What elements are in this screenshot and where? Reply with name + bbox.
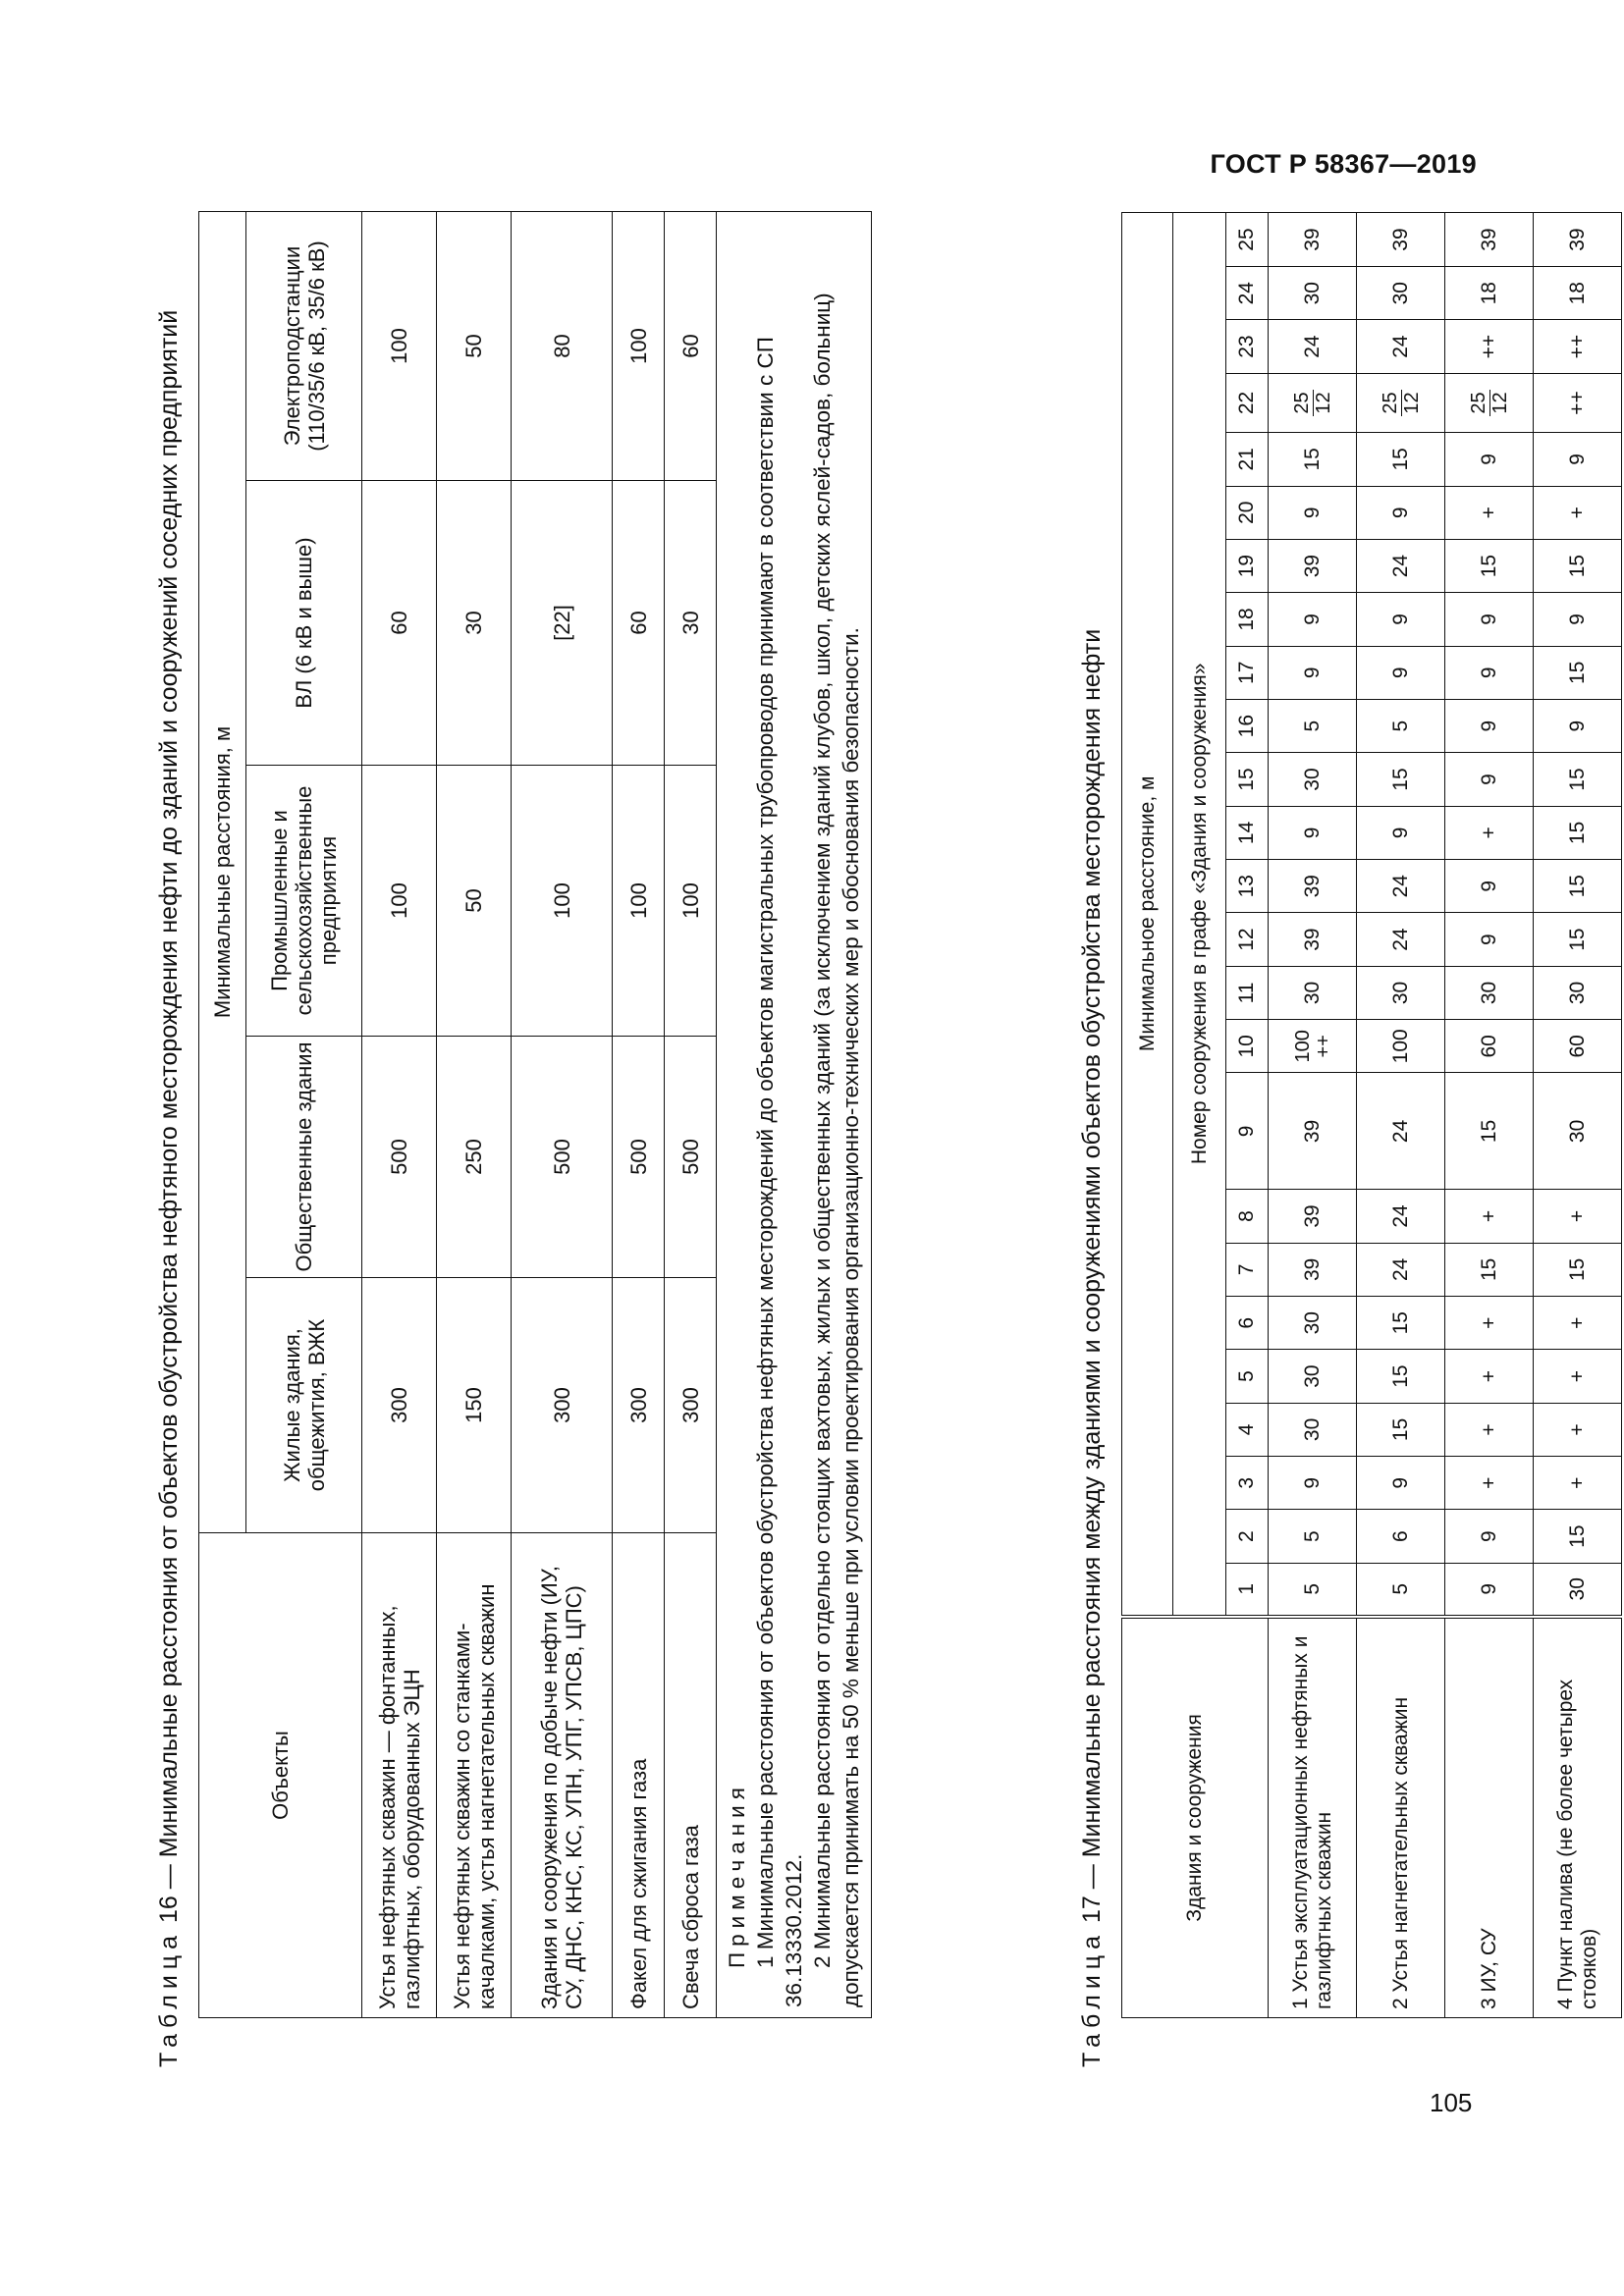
- fraction-numerator: 25: [1291, 392, 1313, 414]
- t16-notes-row: [717, 212, 872, 2018]
- t17-cell: 9: [1445, 1510, 1534, 1563]
- table17-number: 17: [1078, 1896, 1106, 1924]
- t17-cell: 24: [1269, 320, 1357, 373]
- t16-cell: 60: [362, 481, 437, 766]
- t17-cell: 39: [1269, 539, 1357, 592]
- t17-col-number: 5: [1226, 1350, 1269, 1403]
- t17-cell: 39: [1269, 1073, 1357, 1190]
- t17-cell: 30: [1269, 753, 1357, 806]
- t17-cell: 9: [1534, 433, 1622, 486]
- t17-col-number: 7: [1226, 1243, 1269, 1296]
- fraction-numerator: 25: [1380, 392, 1401, 414]
- t16-cell: 100: [613, 212, 665, 481]
- t17-row-name: 3 ИУ, СУ: [1445, 1617, 1534, 2018]
- t17-cell: 15: [1534, 539, 1622, 592]
- t17-col-number: 4: [1226, 1403, 1269, 1456]
- t17-cell: 15: [1445, 1073, 1534, 1190]
- t17-col-number: 25: [1226, 213, 1269, 267]
- t17-col-number: 17: [1226, 646, 1269, 699]
- t17-cell: 24: [1357, 1190, 1445, 1243]
- t16-row: [512, 212, 613, 2018]
- t17-col-number: 8: [1226, 1190, 1269, 1243]
- t16-cell: 60: [665, 212, 717, 481]
- t17-cell: 5: [1269, 699, 1357, 752]
- t16-col-header: ВЛ (6 кВ и выше): [246, 481, 362, 766]
- t17-col-number: 10: [1226, 1020, 1269, 1073]
- t17-row: [1269, 213, 1357, 2018]
- t17-cell: 9: [1445, 593, 1534, 646]
- t17-cell: 30: [1534, 1073, 1622, 1190]
- t17-cell: 24: [1357, 913, 1445, 966]
- t16-cell: 300: [362, 1278, 437, 1533]
- t16-cell: 500: [362, 1037, 437, 1278]
- t16-cell: 300: [665, 1278, 717, 1533]
- table17: [1121, 212, 1622, 2018]
- t17-cell: +: [1534, 1457, 1622, 1510]
- fraction: [1469, 390, 1511, 415]
- t17-cell: 15: [1357, 1297, 1445, 1350]
- t17-cell: 15: [1534, 860, 1622, 913]
- t17-cell: 9: [1445, 433, 1534, 486]
- notes-heading: Примечания: [725, 1782, 749, 1968]
- t16-row-name: Устья нефтяных скважин — фонтанных, газлифтных, оборудованных ЭЦН: [362, 1533, 437, 2018]
- t16-notes: [717, 212, 872, 2018]
- t17-row-name: 1 Устья эксплуатационных нефтяных и газлифтных скважин: [1269, 1617, 1357, 2018]
- t17-row: [1534, 213, 1622, 2018]
- t17-cell: 9: [1357, 646, 1445, 699]
- t17-col-number: 23: [1226, 320, 1269, 373]
- t17-col-number: 15: [1226, 753, 1269, 806]
- t17-cell: 9: [1269, 593, 1357, 646]
- t16-cell: 80: [512, 212, 613, 481]
- t17-cell: 30: [1269, 1297, 1357, 1350]
- t17-cell: 6: [1357, 1510, 1445, 1563]
- t17-cell: 5: [1357, 1563, 1445, 1616]
- t17-col-number: 3: [1226, 1457, 1269, 1510]
- fraction: [1292, 390, 1334, 415]
- t17-cell: 15: [1534, 646, 1622, 699]
- stacked-value: [1293, 1030, 1334, 1062]
- t17-row-name: 4 Пункт налива (не более четырех стояков): [1534, 1617, 1622, 2018]
- t16-row-name: Устья нефтяных скважин со станками-качалками, устья нагнетательных скважин: [437, 1533, 512, 2018]
- t17-cell: 9: [1445, 860, 1534, 913]
- t17-cell: 9: [1357, 593, 1445, 646]
- t16-cell: 30: [437, 481, 512, 766]
- t16-col-header: Жилые здания, общежития, ВЖК: [246, 1278, 362, 1533]
- t16-row-name: Здания и сооружения по добыче нефти (ИУ, СУ, ДНС, КНС, КС, УПН, УПГ, УПСВ, ЦПС): [512, 1533, 613, 2018]
- t17-cell: 15: [1534, 753, 1622, 806]
- t17-cell: 9: [1445, 1563, 1534, 1616]
- t17-cell: 39: [1269, 860, 1357, 913]
- t17-cell: 9: [1445, 753, 1534, 806]
- t16-row: [665, 212, 717, 2018]
- t17-cell: 9: [1534, 593, 1622, 646]
- t17-cell: +: [1445, 1350, 1534, 1403]
- t16-cell: 100: [613, 766, 665, 1037]
- t16-cell: 100: [362, 766, 437, 1037]
- stacked-bottom: ++: [1312, 1035, 1334, 1058]
- t16-cell: 30: [665, 481, 717, 766]
- fraction-denominator: 12: [1313, 392, 1334, 414]
- stacked-top: 100: [1291, 1030, 1314, 1063]
- t17-cell: +: [1534, 1297, 1622, 1350]
- t16-cell: 50: [437, 766, 512, 1037]
- t17-cell: 9: [1269, 1457, 1357, 1510]
- t16-cell: 100: [362, 212, 437, 481]
- t17-col-number: 18: [1226, 593, 1269, 646]
- t17-cell: 15: [1357, 1403, 1445, 1456]
- t17-cell: 39: [1445, 213, 1534, 267]
- t17-cell: +: [1534, 1403, 1622, 1456]
- t16-row: [613, 212, 665, 2018]
- t17-cell: ++: [1534, 320, 1622, 373]
- t17-cell: 30: [1357, 267, 1445, 320]
- t17-cell: 39: [1269, 213, 1357, 267]
- t17-cell: +: [1534, 1190, 1622, 1243]
- t16-col-header: Электроподстанции (110/35/6 кВ, 35/6 кВ): [246, 212, 362, 481]
- t17-cell: +: [1534, 486, 1622, 539]
- t17-col-buildings: Здания и сооружения: [1122, 1617, 1269, 2018]
- t17-cell: 30: [1269, 267, 1357, 320]
- t16-cell: [22]: [512, 481, 613, 766]
- t17-subgroup-header: Номер сооружения в графе «Здания и сооружения»: [1173, 213, 1226, 1617]
- page-number: 105: [1430, 2088, 1473, 2117]
- t17-cell: 15: [1534, 1243, 1622, 1296]
- t16-cell: 250: [437, 1037, 512, 1278]
- t17-cell: 5: [1269, 1563, 1357, 1616]
- t16-cell: 500: [512, 1037, 613, 1278]
- t16-cell: 150: [437, 1278, 512, 1533]
- t17-cell: 30: [1357, 966, 1445, 1019]
- t17-cell: 15: [1357, 433, 1445, 486]
- table16-number: 16: [155, 1896, 183, 1924]
- t16-group-header: Минимальные расстояния, м: [199, 212, 246, 1533]
- table17-caption: [1078, 629, 1107, 2067]
- t16-cell: 300: [613, 1278, 665, 1533]
- t17-cell: 15: [1269, 433, 1357, 486]
- t17-stacked-cell: [1269, 1020, 1357, 1073]
- t17-col-number: 2: [1226, 1510, 1269, 1563]
- t17-cell: 9: [1445, 699, 1534, 752]
- t17-cell: ++: [1445, 320, 1534, 373]
- t17-cell: 15: [1534, 1510, 1622, 1563]
- t16-row-name: Факел для сжигания газа: [613, 1533, 665, 2018]
- t17-col-number: 9: [1226, 1073, 1269, 1190]
- t17-cell: 9: [1445, 646, 1534, 699]
- t16-cell: 500: [613, 1037, 665, 1278]
- t17-cell: 30: [1445, 966, 1534, 1019]
- t17-group-header: Минимальное расстояние, м: [1122, 213, 1173, 1617]
- t17-cell: 9: [1269, 806, 1357, 859]
- t16-cell: 100: [665, 766, 717, 1037]
- t17-cell: 39: [1357, 213, 1445, 267]
- t16-cell: 300: [512, 1278, 613, 1533]
- t17-col-number: 6: [1226, 1297, 1269, 1350]
- t16-col-header: Общественные здания: [246, 1037, 362, 1278]
- t17-col-number: 21: [1226, 433, 1269, 486]
- note-1: 1 Минимальные расстояния от объектов обустройства нефтяных месторождений до объектов магистральных трубопроводов принимают в соответствии с СП 36.13330.2012.: [753, 337, 806, 2007]
- t16-row-name: Свеча сброса газа: [665, 1533, 717, 2018]
- t17-cell: 5: [1357, 699, 1445, 752]
- t17-col-number: 19: [1226, 539, 1269, 592]
- t17-cell: 15: [1445, 1243, 1534, 1296]
- t17-col-number: 22: [1226, 373, 1269, 432]
- t17-cell: 9: [1357, 1457, 1445, 1510]
- t17-cell: 60: [1534, 1020, 1622, 1073]
- table16-title: — Минимальные расстояния от объектов обустройства нефтяного месторождения нефти до зданий и сооружений соседних предприятий: [155, 309, 183, 1896]
- t17-cell: 9: [1357, 486, 1445, 539]
- t16-col-header: Промышленные и сельскохозяйственные предприятия: [246, 766, 362, 1037]
- t17-col-number: 1: [1226, 1563, 1269, 1616]
- fraction-numerator: 25: [1468, 392, 1489, 414]
- t17-col-number: 24: [1226, 267, 1269, 320]
- t16-cell: 60: [613, 481, 665, 766]
- t16-row: [437, 212, 512, 2018]
- t17-cell: 9: [1269, 486, 1357, 539]
- t17-cell: 39: [1269, 913, 1357, 966]
- t17-cell: 39: [1269, 1190, 1357, 1243]
- t17-cell: 15: [1357, 753, 1445, 806]
- t16-cell: 50: [437, 212, 512, 481]
- t17-cell: +: [1445, 1297, 1534, 1350]
- t17-row: [1357, 213, 1445, 2018]
- t17-cell: 9: [1445, 913, 1534, 966]
- t17-cell: +: [1445, 806, 1534, 859]
- t17-cell: 9: [1534, 699, 1622, 752]
- t17-col-number: 14: [1226, 806, 1269, 859]
- table16: [198, 211, 872, 2018]
- t17-cell: +: [1445, 1457, 1534, 1510]
- t17-cell: +: [1445, 486, 1534, 539]
- t17-cell: 30: [1534, 966, 1622, 1019]
- note-2: 2 Минимальные расстояния от отдельно стоящих вахтовых, жилых и общественных зданий (за исключением зданий клубов, школ, детских яслей-садов, больниц) допускается принимать на 50 % меньше при условии проектирования организационно-технических мер и обоснования безопасности.: [810, 293, 863, 2007]
- t17-cell: 24: [1357, 539, 1445, 592]
- fraction-denominator: 12: [1489, 392, 1511, 414]
- t17-cell: 15: [1534, 806, 1622, 859]
- t17-cell: 39: [1534, 213, 1622, 267]
- t17-cell: 30: [1534, 1563, 1622, 1616]
- t17-row: [1445, 213, 1534, 2018]
- t17-cell: 15: [1445, 539, 1534, 592]
- t17-fraction-cell: [1269, 373, 1357, 432]
- t17-cell: 24: [1357, 1243, 1445, 1296]
- fraction-denominator: 12: [1401, 392, 1423, 414]
- t16-row: [362, 212, 437, 2018]
- t16-col-objects: Объекты: [199, 1533, 362, 2018]
- t17-col-number: 20: [1226, 486, 1269, 539]
- standard-header: ГОСТ Р 58367—2019: [1210, 149, 1477, 179]
- t17-cell: 24: [1357, 860, 1445, 913]
- table17-label: Таблица: [1078, 1929, 1106, 2067]
- t17-cell: 24: [1357, 1073, 1445, 1190]
- table17-title: — Минимальные расстояния между зданиями и сооружениями объектов обустройства месторождения нефти: [1078, 628, 1106, 1896]
- t17-cell: +: [1445, 1403, 1534, 1456]
- t17-cell: 39: [1269, 1243, 1357, 1296]
- t17-cell: 100: [1357, 1020, 1445, 1073]
- t17-cell: 5: [1269, 1510, 1357, 1563]
- t17-col-number: 11: [1226, 966, 1269, 1019]
- t17-row-name: 2 Устья нагнетательных скважин: [1357, 1617, 1445, 2018]
- t17-cell: 30: [1269, 1403, 1357, 1456]
- t17-col-number: 13: [1226, 860, 1269, 913]
- t17-cell: +: [1445, 1190, 1534, 1243]
- t17-cell: +: [1534, 1350, 1622, 1403]
- t17-cell: ++: [1534, 373, 1622, 432]
- t17-cell: 9: [1357, 806, 1445, 859]
- t17-cell: 30: [1269, 966, 1357, 1019]
- t16-cell: 100: [512, 766, 613, 1037]
- t17-cell: 18: [1445, 267, 1534, 320]
- t17-cell: 15: [1534, 913, 1622, 966]
- t17-cell: 24: [1357, 320, 1445, 373]
- t17-cell: 18: [1534, 267, 1622, 320]
- t17-cell: 30: [1269, 1350, 1357, 1403]
- table16-caption: [155, 310, 184, 2067]
- table16-label: Таблица: [155, 1929, 183, 2067]
- rotated-page-content: [147, 212, 1600, 2067]
- t17-cell: 15: [1357, 1350, 1445, 1403]
- t17-col-number: 12: [1226, 913, 1269, 966]
- t17-fraction-cell: [1445, 373, 1534, 432]
- t17-col-number: 16: [1226, 699, 1269, 752]
- fraction: [1380, 390, 1423, 415]
- t16-cell: 500: [665, 1037, 717, 1278]
- t17-cell: 60: [1445, 1020, 1534, 1073]
- t17-fraction-cell: [1357, 373, 1445, 432]
- t17-cell: 9: [1269, 646, 1357, 699]
